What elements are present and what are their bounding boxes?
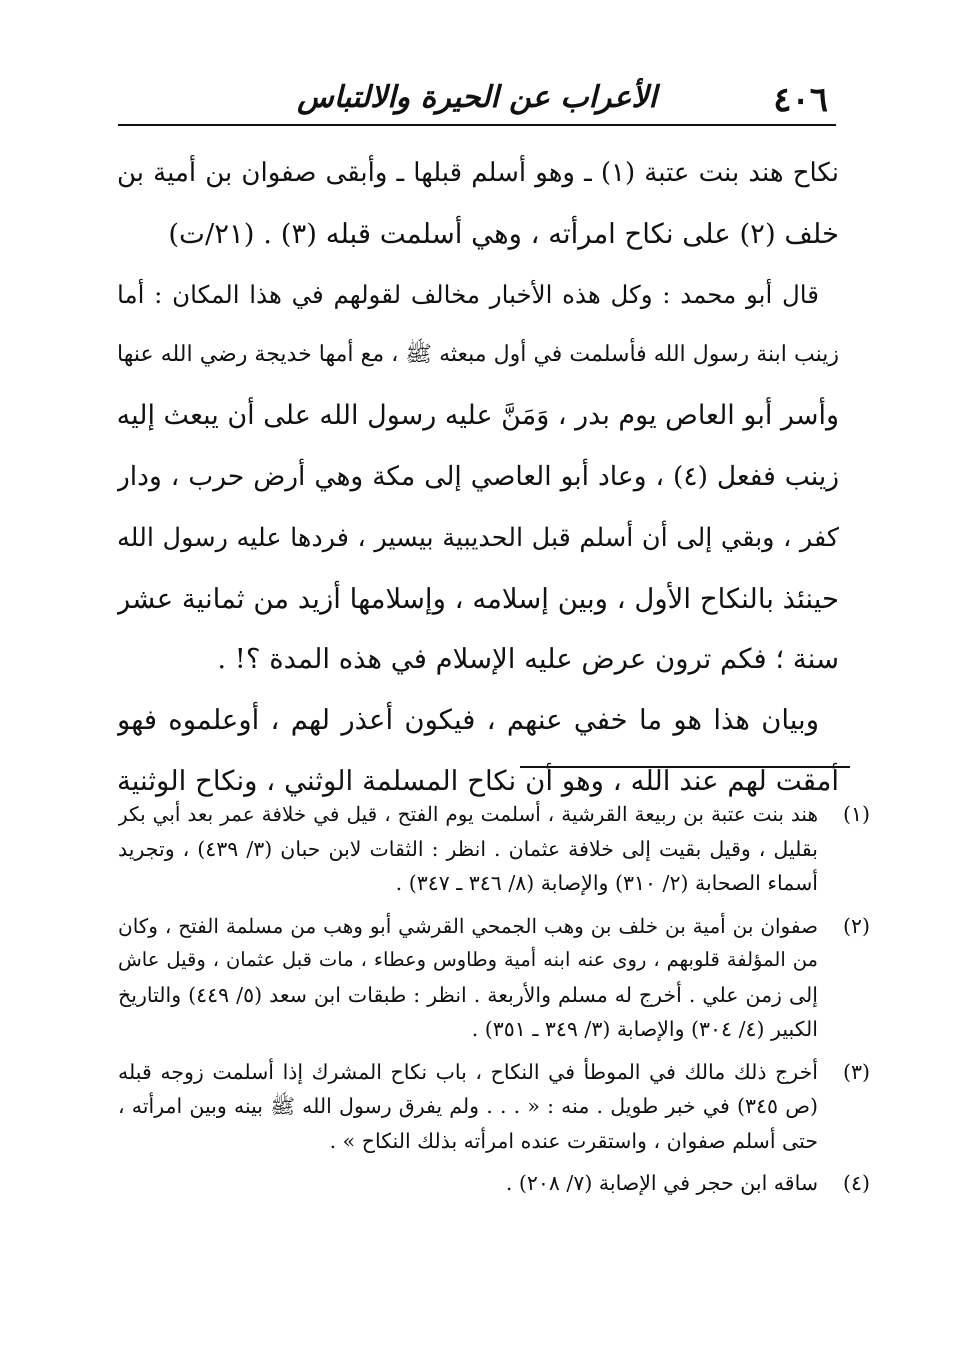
footnote-line: إلى زمن علي . أخرج له مسلم والأربعة . انظر : طبقات ابن سعد (٥/ ٤٤٩) والتاريخ: [118, 982, 818, 1007]
footnote-separator: [520, 766, 850, 768]
footnote-number: (٣): [842, 1059, 870, 1084]
text-line: وبيان هذا هو ما خفي عنهم ، فيكون أعذر لهم ، أوعلموه فهو: [117, 704, 819, 737]
footnote-number: (١): [842, 802, 870, 826]
text-line: خلف (٢) على نكاح امرأته ، وهي أسلمت قبله (٣) . (٢١/ت): [168, 217, 839, 250]
page-header: [118, 72, 836, 126]
footnote-line: الكبير (٤/ ٣٠٤) والإصابة (٣/ ٣٤٩ ـ ٣٥١) .: [471, 1017, 818, 1041]
text-line: حينئذ بالنكاح الأول ، وبين إسلامه ، وإسلامها أزيد من ثمانية عشر: [117, 582, 839, 615]
main-text: [117, 143, 839, 812]
text-line: نكاح هند بنت عتبة (١) ـ وهو أسلم قبلها ـ وأبقى صفوان بن أمية بن: [117, 158, 839, 188]
footnotes: [118, 797, 870, 1209]
footnote-line: هند بنت عتبة بن ربيعة القرشية ، أسلمت يوم الفتح ، قيل في خلافة عمر بعد أبي بكر: [118, 802, 818, 826]
text-line: سنة ؛ فكم ترون عرض عليه الإسلام في هذه المدة ؟! .: [217, 643, 839, 676]
footnote-line: بقليل ، وقيل بقيت إلى خلافة عثمان . انظر : الثقات لابن حبان (٣/ ٤٣٩) ، وتجريد: [118, 836, 818, 861]
text-line: وأسر أبو العاص يوم بدر ، وَمَنَّ عليه رسول الله على أن يبعث إليه: [117, 400, 839, 432]
footnote-number: (٤): [842, 1171, 870, 1195]
text-line: زينب ابنة رسول الله فأسلمت في أول مبعثه ﷺ ، مع أمها خديجة رضي الله عنها: [117, 342, 839, 368]
footnote-line: ساقه ابن حجر في الإصابة (٧/ ٢٠٨) .: [505, 1171, 818, 1195]
footnote: [118, 1055, 870, 1159]
footnote-line: حتى أسلم صفوان ، واستقرت عنده امرأته بذلك النكاح » .: [329, 1128, 818, 1153]
footnote-line: أخرج ذلك مالك في الموطأ في النكاح ، باب نكاح المشرك إذا أسلمت زوجه قبله: [118, 1059, 818, 1084]
text-line: قال أبو محمد : وكل هذه الأخبار مخالف لقولهم في هذا المكان : أما: [117, 279, 819, 309]
text-line: زينب ففعل (٤) ، وعاد أبو العاصي إلى مكة وهي أرض حرب ، ودار: [117, 460, 839, 492]
footnote-line: صفوان بن أمية بن خلف بن وهب الجمحي القرشي أبو وهب من مسلمة الفتح ، وكان: [118, 913, 818, 938]
footnote-line: (ص ٣٤٥) في خبر طويل . منه : « . . . ولم يفرق رسول الله ﷺ بينه وبين امرأته ،: [118, 1094, 818, 1118]
footnote-number: (٢): [842, 913, 870, 938]
footnote-line: من المؤلفة قلوبهم ، روى عنه ابنه أمية وطاوس وعطاء ، مات قبل عثمان ، وقيل عاش: [118, 948, 818, 971]
page-number: ٤٠٦: [773, 80, 828, 120]
running-title: الأعراب عن الحيرة والالتباس: [297, 80, 657, 115]
footnote: [118, 909, 870, 1047]
footnote: [118, 1166, 870, 1201]
text-line: أمقت لهم عند الله ، وهو أن نكاح المسلمة الوثني ، ونكاح الوثنية: [117, 764, 839, 797]
text-line: كفر ، وبقي إلى أن أسلم قبل الحديبية بيسير ، فردها عليه رسول الله: [117, 522, 839, 553]
footnote-line: أسماء الصحابة (٢/ ٣١٠) والإصابة (٨/ ٣٤٦ ـ ٣٤٧) .: [395, 871, 818, 895]
footnote: [118, 797, 870, 901]
